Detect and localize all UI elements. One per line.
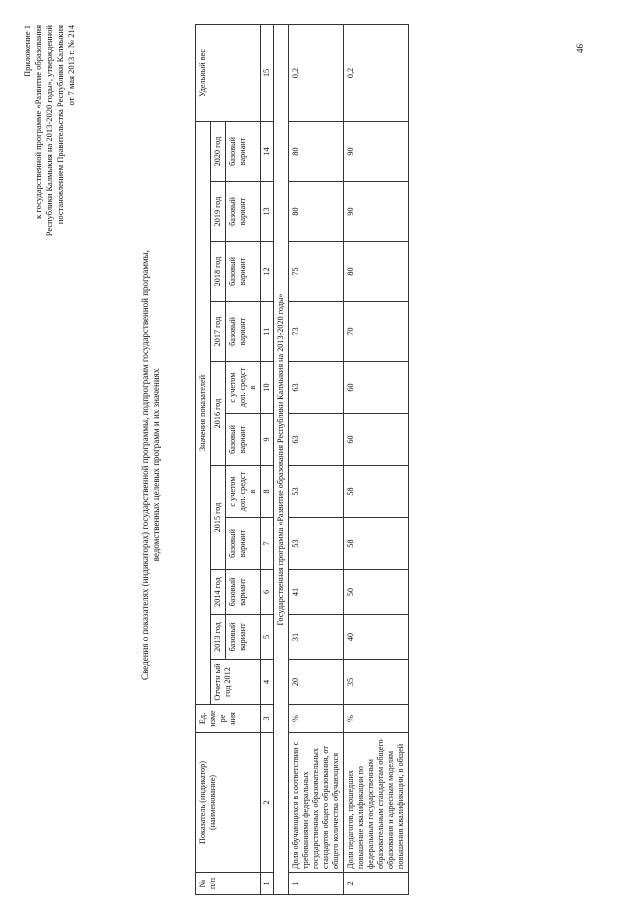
value-2020-base: 80 bbox=[289, 121, 344, 181]
column-number: 13 bbox=[261, 182, 274, 242]
col-header-weight: Удельный вес bbox=[196, 24, 261, 121]
table-row bbox=[289, 24, 344, 894]
col-header-2015: 2015 год bbox=[211, 466, 226, 570]
subheader-base: базовый вариант bbox=[226, 414, 261, 466]
value-2016-extra: 60 bbox=[344, 362, 409, 414]
page-number: 46 bbox=[575, 44, 585, 53]
column-number: 3 bbox=[261, 705, 274, 733]
column-number: 2 bbox=[261, 733, 274, 873]
col-header-2017: 2017 год bbox=[211, 302, 226, 362]
document-title bbox=[140, 65, 162, 865]
column-number: 10 bbox=[261, 362, 274, 414]
title-line: Сведения о показателях (индикаторах) государственной программы, подпрограмм государственной программы, bbox=[140, 250, 150, 680]
indicator-name: Доля обучающихся в соответствии с требованиями федеральных государственных образовательных стандартов общего образования, от общего количества обучающихся bbox=[289, 733, 344, 873]
column-number-row bbox=[261, 24, 274, 894]
appendix-block bbox=[22, 25, 77, 445]
col-header-2019: 2019 год bbox=[211, 182, 226, 242]
value-2016-base: 63 bbox=[289, 414, 344, 466]
appendix-line: Республики Калмыкия на 2013-2020 годы», утвержденной bbox=[44, 25, 54, 237]
title-line: ведомственных целевых программ и их значениях bbox=[151, 368, 161, 562]
indicators-table bbox=[195, 24, 409, 895]
col-header-2016: 2016 год bbox=[211, 362, 226, 466]
value-2012: 35 bbox=[344, 660, 409, 705]
row-number: 2 bbox=[344, 873, 409, 895]
col-header-name: Показатель (индикатор) (наименование) bbox=[196, 733, 261, 873]
column-number: 5 bbox=[261, 615, 274, 660]
col-header-2018: 2018 год bbox=[211, 242, 226, 302]
value-2015-base: 53 bbox=[289, 518, 344, 570]
section-row bbox=[274, 24, 289, 894]
column-number: 11 bbox=[261, 302, 274, 362]
column-number: 9 bbox=[261, 414, 274, 466]
value-2014-base: 41 bbox=[289, 570, 344, 615]
column-number: 14 bbox=[261, 121, 274, 181]
col-header-report: Отчетн ый год 2012 bbox=[211, 660, 261, 705]
column-number: 15 bbox=[261, 24, 274, 121]
section-title: Государственная программа «Развитие образования Республики Калмыкия на 2013-2020 годы» bbox=[274, 24, 289, 894]
value-2013-base: 40 bbox=[344, 615, 409, 660]
indicator-unit: % bbox=[344, 705, 409, 733]
col-header-unit: Ед. изме ре ния bbox=[196, 705, 261, 733]
subheader-base: базовый вариант bbox=[226, 570, 261, 615]
col-header-num: № п/п bbox=[196, 873, 261, 895]
value-2014-base: 50 bbox=[344, 570, 409, 615]
appendix-line: Приложение 1 bbox=[22, 25, 32, 77]
value-2015-extra: 53 bbox=[289, 466, 344, 518]
subheader-base: базовый вариант bbox=[226, 121, 261, 181]
col-header-values: Значения показателей bbox=[196, 121, 211, 704]
column-number: 4 bbox=[261, 660, 274, 705]
value-2020-base: 90 bbox=[344, 121, 409, 181]
column-number: 1 bbox=[261, 873, 274, 895]
indicator-unit: % bbox=[289, 705, 344, 733]
value-2018-base: 75 bbox=[289, 242, 344, 302]
indicator-weight: 0,2 bbox=[289, 24, 344, 121]
column-number: 7 bbox=[261, 518, 274, 570]
column-number: 6 bbox=[261, 570, 274, 615]
value-2012: 20 bbox=[289, 660, 344, 705]
value-2015-extra: 58 bbox=[344, 466, 409, 518]
subheader-base: базовый вариант bbox=[226, 518, 261, 570]
appendix-line: к государственной программе «Развитие образования bbox=[33, 25, 43, 219]
subheader-base: базовый вариант bbox=[226, 615, 261, 660]
col-header-2020: 2020 год bbox=[211, 121, 226, 181]
header-row-1 bbox=[196, 24, 211, 894]
value-2018-base: 80 bbox=[344, 242, 409, 302]
appendix-line: от 7 мая 2013 г. № 214 bbox=[66, 25, 76, 106]
indicator-weight: 0,2 bbox=[344, 24, 409, 121]
value-2017-base: 70 bbox=[344, 302, 409, 362]
subheader-base: базовый вариант bbox=[226, 182, 261, 242]
value-2015-base: 58 bbox=[344, 518, 409, 570]
subheader-base: базовый вариант bbox=[226, 242, 261, 302]
subheader-extra: с учетом доп. средст в bbox=[226, 362, 261, 414]
subheader-extra: с учетом доп. средст в bbox=[226, 466, 261, 518]
col-header-2013: 2013 год bbox=[211, 615, 226, 660]
column-number: 12 bbox=[261, 242, 274, 302]
appendix-line: постановлением Правительства Республики Калмыкия bbox=[55, 25, 65, 225]
table-row bbox=[344, 24, 409, 894]
value-2016-base: 60 bbox=[344, 414, 409, 466]
value-2019-base: 80 bbox=[289, 182, 344, 242]
value-2013-base: 31 bbox=[289, 615, 344, 660]
value-2017-base: 73 bbox=[289, 302, 344, 362]
indicator-name: Доля педагогов, прошедших повышение квалификации по федеральным государственным образовательным стандартам общего образования и адресным моделям повышения квалификации, в общей bbox=[344, 733, 409, 873]
subheader-base: базовый вариант bbox=[226, 302, 261, 362]
value-2019-base: 90 bbox=[344, 182, 409, 242]
col-header-2014: 2014 год bbox=[211, 570, 226, 615]
column-number: 8 bbox=[261, 466, 274, 518]
row-number: 1 bbox=[289, 873, 344, 895]
value-2016-extra: 63 bbox=[289, 362, 344, 414]
